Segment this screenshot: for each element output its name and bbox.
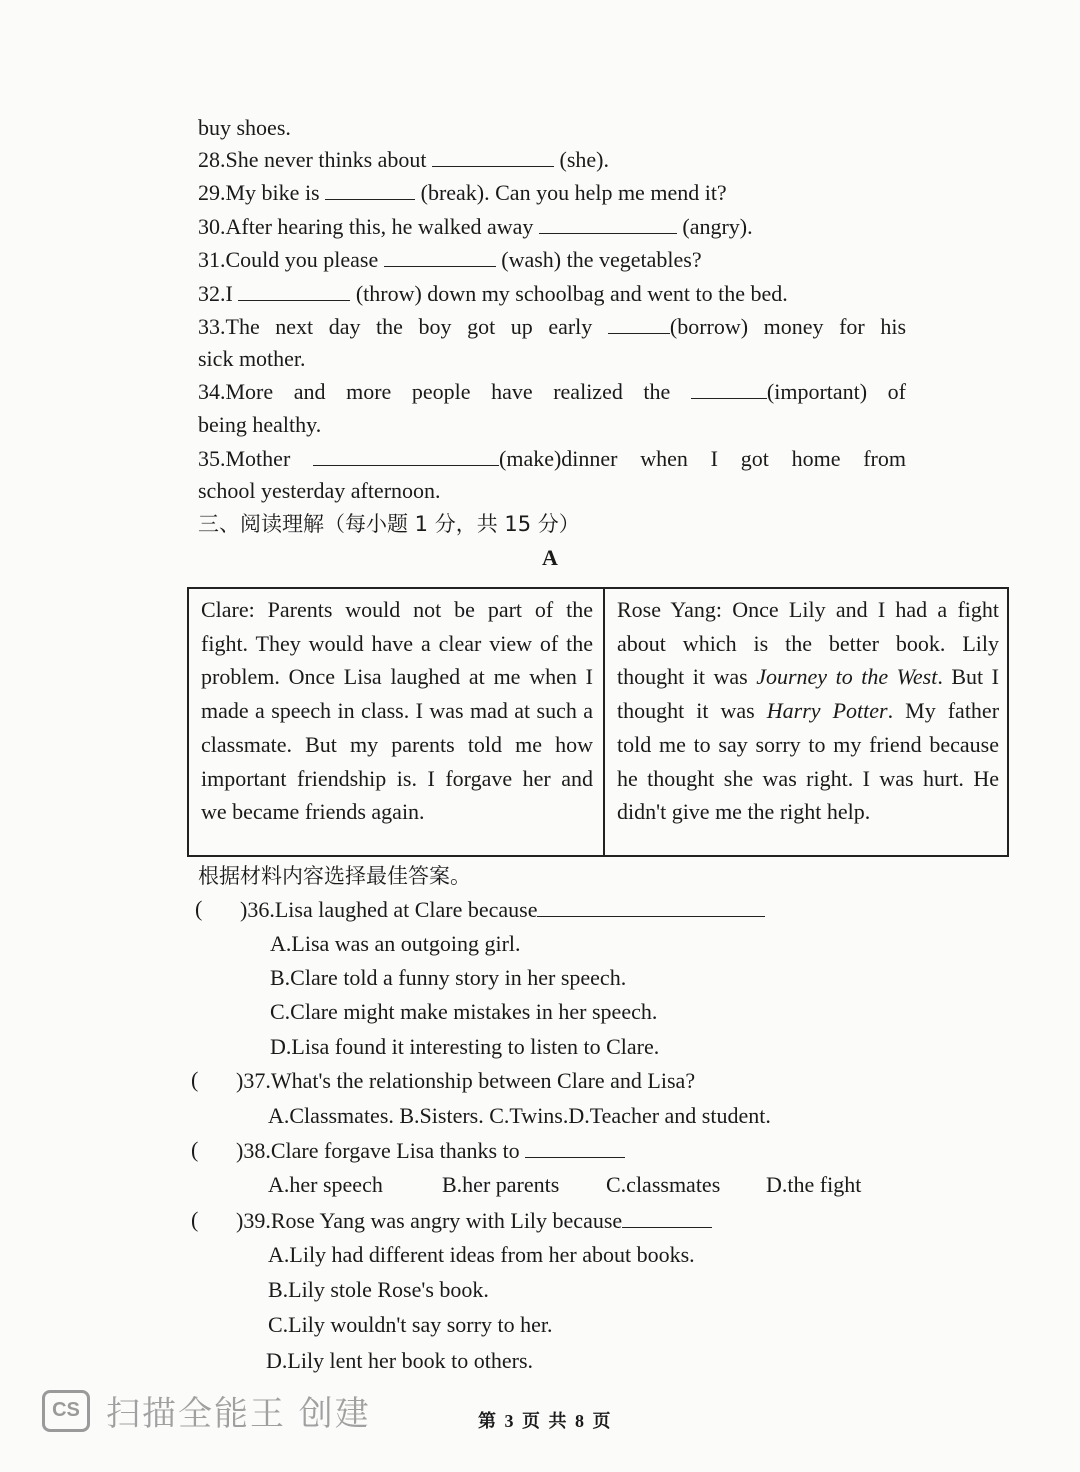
option[interactable]: A.her speech <box>268 1172 383 1197</box>
answer-blank <box>537 898 765 917</box>
question-text: 30.After hearing this, he walked away <box>198 214 534 239</box>
question-hint: (break). Can you help me mend it? <box>420 180 727 205</box>
answer-blank[interactable] <box>539 215 677 234</box>
text-line: school yesterday afternoon. <box>198 478 441 503</box>
question-text: 29.My bike is <box>198 180 320 205</box>
option[interactable]: A.Lily had different ideas from her about books. <box>268 1242 695 1267</box>
text-line: buy shoes. <box>198 115 291 140</box>
passage-text-part: . My father told me to say sorry to my friend because he thought she was right. I was hurt. He didn't give me the right help. <box>617 698 1000 825</box>
option[interactable]: B.Clare told a funny story in her speech. <box>270 965 627 990</box>
page-number: 第 3 页 共 8 页 <box>478 1411 613 1431</box>
answer-blank[interactable] <box>384 248 496 267</box>
book-title: Harry Potter <box>766 698 888 724</box>
answer-blank <box>525 1139 625 1158</box>
passage-cell-rose <box>617 593 999 829</box>
question-text: 34.More and more people have realized the <box>198 379 671 404</box>
question-stem: )38.Clare forgave Lisa thanks to <box>236 1138 520 1163</box>
question-34 <box>198 378 906 406</box>
option[interactable]: B.her parents <box>442 1172 560 1197</box>
question-28 <box>198 146 609 174</box>
scanner-watermark <box>42 1386 371 1435</box>
question-text: 33.The next day the boy got up early <box>198 314 593 339</box>
answer-blank[interactable] <box>325 181 415 200</box>
question-37 <box>236 1067 695 1095</box>
option[interactable]: C.classmates <box>606 1172 721 1197</box>
question-hint: (make)dinner when I got home from <box>499 446 906 471</box>
question-33 <box>198 313 906 341</box>
question-stem: )37.What's the relationship between Clare and Lisa? <box>236 1068 696 1093</box>
question-hint: (important) of <box>766 379 906 404</box>
question-stem: )39.Rose Yang was angry with Lily because <box>236 1208 623 1233</box>
question-39 <box>236 1207 712 1235</box>
question-hint: (borrow) money for his <box>669 314 906 339</box>
question-38 <box>236 1137 625 1165</box>
answer-paren[interactable]: ( <box>191 1137 199 1162</box>
camscanner-logo-icon: CS <box>42 1390 90 1432</box>
passage-text <box>617 593 999 829</box>
question-31 <box>198 246 702 274</box>
option[interactable]: C.Lily wouldn't say sorry to her. <box>268 1312 553 1337</box>
option[interactable]: B.Lily stole Rose's book. <box>268 1277 489 1302</box>
question-text: 31.Could you please <box>198 247 379 272</box>
answer-blank[interactable] <box>238 282 350 301</box>
question-30 <box>198 213 753 241</box>
question-36 <box>240 896 765 924</box>
option[interactable]: A.Classmates. B.Sisters. C.Twins.D.Teacher and student. <box>268 1103 771 1128</box>
question-35 <box>198 445 906 473</box>
passage-text-part: Rose Yang: Once Lily and I had a fight about which is the better book. Lily thought it was <box>617 597 999 690</box>
question-text: 35.Mother <box>198 446 291 471</box>
option[interactable]: D.the fight <box>766 1172 862 1197</box>
passage-table <box>187 587 1009 857</box>
question-text: 28.She never thinks about <box>198 147 427 172</box>
question-32 <box>198 280 788 308</box>
book-title: Journey to the West <box>756 664 938 690</box>
option[interactable]: A.Lisa was an outgoing girl. <box>270 931 521 956</box>
option[interactable]: D.Lily lent her book to others. <box>266 1348 534 1373</box>
passage-cell-clare <box>201 593 593 829</box>
answer-paren[interactable]: ( <box>191 1067 199 1092</box>
question-hint: (throw) down my schoolbag and went to the bed. <box>355 281 788 306</box>
answer-blank[interactable] <box>432 148 554 167</box>
question-hint: (angry). <box>682 214 753 239</box>
answer-blank[interactable] <box>691 380 767 399</box>
answer-blank[interactable] <box>608 315 670 334</box>
watermark-text: 扫描全能王 创建 <box>106 1394 371 1434</box>
question-hint: (she). <box>559 147 610 172</box>
instruction: 根据材料内容选择最佳答案。 <box>198 864 471 888</box>
answer-blank <box>622 1209 712 1228</box>
answer-blank[interactable] <box>313 447 499 466</box>
table-divider <box>603 589 605 855</box>
question-hint: (wash) the vegetables? <box>501 247 702 272</box>
text-line: sick mother. <box>198 346 306 371</box>
question-text: 32.I <box>198 281 233 306</box>
passage-label: A <box>542 545 558 570</box>
answer-paren[interactable]: ( <box>191 1207 199 1232</box>
question-29 <box>198 179 727 207</box>
passage-text: Clare: Parents would not be part of the fight. They would have a clear view of the problem. Once Lisa laughed at me when I made a speech in class. I was mad at such a classmate. But my parents told me how important friendship is. I forgave her and we became friends again. <box>201 597 593 825</box>
text-line: being healthy. <box>198 412 322 437</box>
section-heading: 三、阅读理解（每小题 1 分，共 15 分） <box>198 512 580 536</box>
question-stem: )36.Lisa laughed at Clare because <box>240 897 538 922</box>
passage-text-part: . But I thought it was <box>617 664 999 724</box>
answer-paren[interactable]: ( <box>195 896 203 921</box>
option[interactable]: C.Clare might make mistakes in her speech. <box>270 999 658 1024</box>
option[interactable]: D.Lisa found it interesting to listen to Clare. <box>270 1034 660 1059</box>
